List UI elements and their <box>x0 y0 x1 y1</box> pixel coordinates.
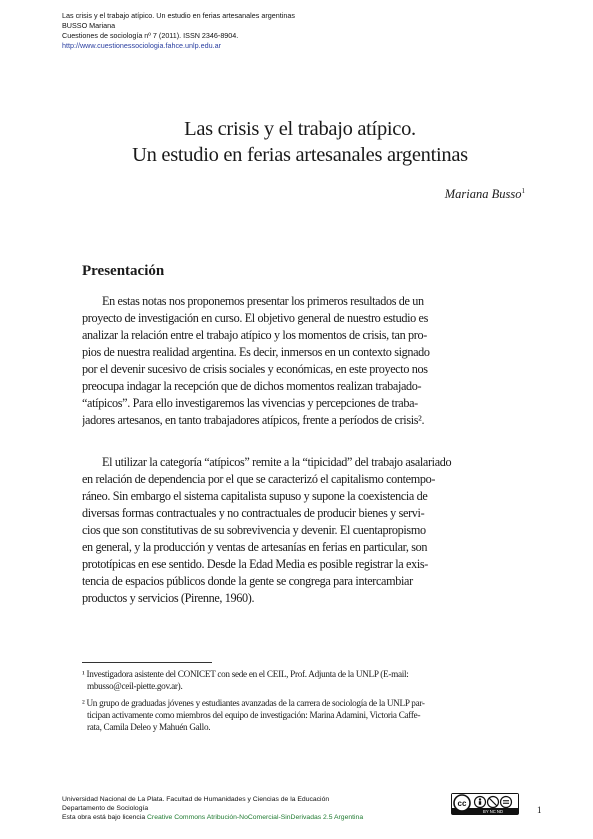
paragraph-line: en relación de dependencia por el que se caracterizó el capitalismo contempo- <box>82 472 436 486</box>
footer-license-line <box>62 813 363 822</box>
header-title: Las crisis y el trabajo atípico. Un estudio en ferias artesanales argentinas <box>62 11 295 20</box>
paragraph-1 <box>82 293 528 429</box>
paragraph-line: cios que son constitutivas de su sobrevivencia y devenir. El cuentapropismo <box>82 523 426 537</box>
footnote-line: ¹ Investigadora asistente del CONICET con sede en el CEIL, Prof. Adjunta de la UNLP (E-mail: <box>82 669 409 679</box>
paragraph-line: tencia de espacios públicos donde la gente se congrega para intercambiar <box>82 574 413 588</box>
paragraph-line: “atípicos”. Para ello investigaremos las vivencias y percepciones de traba- <box>82 396 418 410</box>
paragraph-2 <box>82 454 528 607</box>
paragraph-line: El utilizar la categoría “atípicos” remite a la “tipicidad” del trabajo asalariado <box>102 455 452 469</box>
footnote-1 <box>82 668 530 692</box>
cc-badge-graphic <box>452 794 518 814</box>
author <box>445 187 525 202</box>
footnote-line: mbusso@ceil-piette.gov.ar). <box>87 681 183 691</box>
header-link[interactable]: http://www.cuestionessociologia.fahce.unlp.edu.ar <box>62 41 222 50</box>
section-heading: Presentación <box>82 263 165 279</box>
paragraph-line: prototípicas en ese sentido. Desde la Edad Media es posible registrar la exis- <box>82 557 428 571</box>
cc-icon-label: cc <box>457 799 467 808</box>
footnote-2 <box>82 697 530 733</box>
document-footer <box>62 795 363 822</box>
article-title <box>80 116 520 168</box>
paragraph-line: en general, y la producción y ventas de artesanías en ferias en particular, son <box>82 540 428 554</box>
page-number: 1 <box>537 805 542 815</box>
footnote-line: ² Un grupo de graduadas jóvenes y estudiantes avanzadas de la carrera de sociología de la UNLP par- <box>82 698 425 708</box>
title-line-1: Las crisis y el trabajo atípico. <box>184 118 416 140</box>
license-link[interactable]: Creative Commons Atribución-NoComercial-SinDerivadas 2.5 Argentina <box>147 814 364 821</box>
cc-badge-labels: BY NC ND <box>483 809 503 814</box>
author-name: Mariana Busso <box>444 187 522 202</box>
header-author: BUSSO Mariana <box>62 21 116 30</box>
cc-license-badge[interactable] <box>451 793 519 815</box>
author-footnote-ref[interactable]: 1 <box>521 187 525 195</box>
paragraph-line: por el devenir sucesivo de crisis sociales y económicas, en este proyecto nos <box>82 362 428 376</box>
nd-icon <box>501 797 512 808</box>
paragraph-line: diversas formas contractuales y no contractuales de producir bienes y servi- <box>82 506 425 520</box>
paragraph-line: analizar la relación entre el trabajo atípico y los momentos de crisis, tan pro- <box>82 328 427 342</box>
document-header <box>62 11 295 51</box>
footer-university: Universidad Nacional de La Plata. Facultad de Humanidades y Ciencias de la Educación <box>62 796 330 803</box>
footnote-line: rata, Camila Deleo y Mahuén Gallo. <box>87 722 211 732</box>
paragraph-line: ráneo. Sin embargo el sistema capitalista supuso y supone la coexistencia de <box>82 489 428 503</box>
footnote-divider <box>82 662 212 663</box>
title-line-2: Un estudio en ferias artesanales argentinas <box>132 144 468 166</box>
header-journal: Cuestiones de sociología nº 7 (2011). ISSN 2346-8904. <box>62 31 239 40</box>
footnote-line: ticipan activamente como miembros del equipo de investigación: Marina Adamini, Victoria Caffe- <box>87 710 421 720</box>
paragraph-line: preocupa indagar la recepción que de dichos momentos realizan trabajado- <box>82 379 422 393</box>
footer-license-prefix: Esta obra está bajo licencia <box>62 814 148 821</box>
paragraph-line: productos y servicios (Pirenne, 1960). <box>82 591 255 605</box>
paragraph-line: En estas notas nos proponemos presentar los primeros resultados de un <box>102 294 424 308</box>
paragraph-line: pios de nuestra realidad argentina. Es decir, inmersos en un contexto signado <box>82 345 430 359</box>
paragraph-line: proyecto de investigación en curso. El objetivo general de nuestro estudio es <box>82 311 429 325</box>
footer-department: Departamento de Sociología <box>62 805 149 812</box>
paragraph-line: jadores artesanos, en tanto trabajadores atípicos, frente a períodos de crisis². <box>82 413 425 427</box>
